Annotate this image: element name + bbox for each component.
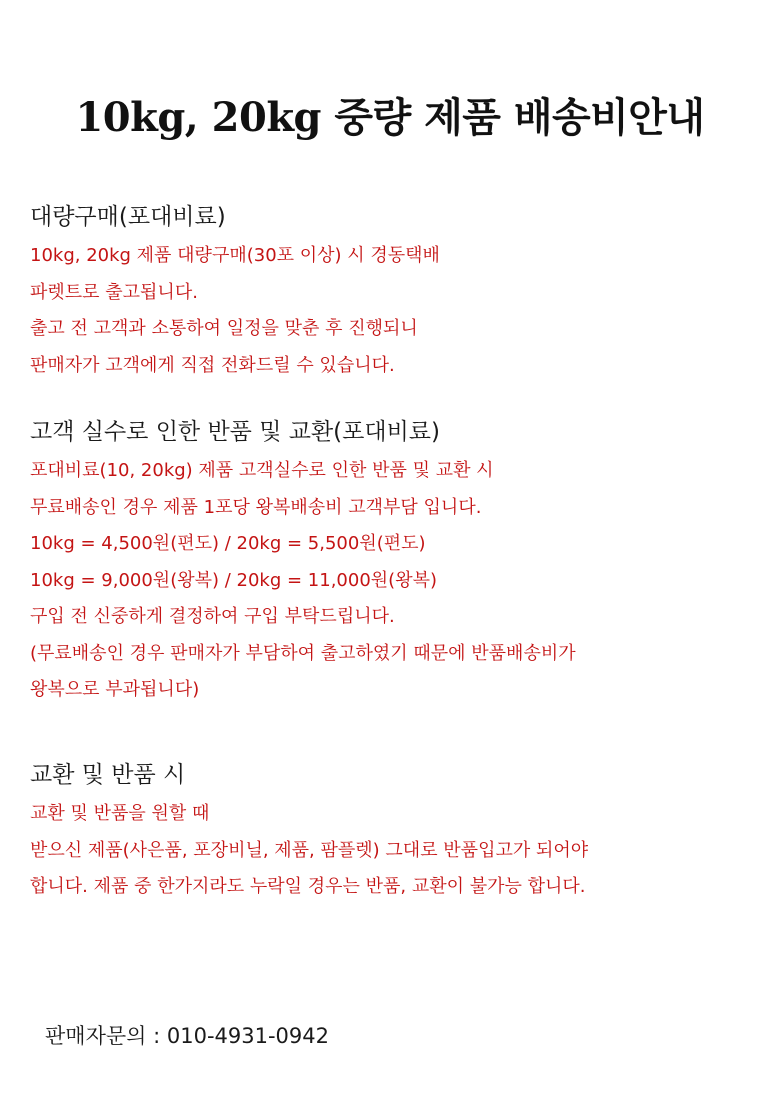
- section-heading: 대량구매(포대비료): [30, 204, 226, 230]
- notice-line: 받으신 제품(사은품, 포장비닐, 제품, 팜플렛) 그대로 반품입고가 되어야: [30, 839, 589, 861]
- bulk-purchase-section: [30, 200, 760, 384]
- exchange-return-section: [30, 758, 760, 906]
- notice-line: 10kg, 20kg 제품 대량구매(30포 이상) 시 경동택배: [30, 245, 440, 266]
- notice-line: 판매자가 고객에게 직접 전화드릴 수 있습니다.: [30, 354, 395, 376]
- notice-line: 출고 전 고객과 소통하여 일정을 맞춘 후 진행되니: [30, 318, 418, 339]
- notice-line: 파렛트로 출고됩니다.: [30, 281, 198, 303]
- price-line-round-trip: 10kg = 9,000원(왕복) / 20kg = 11,000원(왕복): [30, 569, 437, 591]
- page-title: 10kg, 20kg 중량 제품 배송비안내: [75, 94, 705, 141]
- notice-line: 합니다. 제품 중 한가지라도 누락일 경우는 반품, 교환이 불가능 합니다.: [30, 876, 586, 897]
- notice-line: (무료배송인 경우 판매자가 부담하여 출고하였기 때문에 반품배송비가: [30, 642, 576, 664]
- section-heading: 고객 실수로 인한 반품 및 교환(포대비료): [30, 419, 440, 445]
- customer-return-section: [30, 415, 760, 709]
- notice-line: 왕복으로 부과됩니다): [30, 679, 200, 700]
- notice-line: 포대비료(10, 20kg) 제품 고객실수로 인한 반품 및 교환 시: [30, 460, 494, 481]
- notice-line: 구입 전 신중하게 결정하여 구입 부탁드립니다.: [30, 606, 395, 627]
- notice-line: 교환 및 반품을 원할 때: [30, 803, 210, 824]
- notice-line: 무료배송인 경우 제품 1포당 왕복배송비 고객부담 입니다.: [30, 496, 482, 518]
- seller-contact: 판매자문의 : 010-4931-0942: [45, 1024, 329, 1048]
- section-heading: 교환 및 반품 시: [30, 762, 186, 788]
- price-line-one-way: 10kg = 4,500원(편도) / 20kg = 5,500원(편도): [30, 533, 426, 554]
